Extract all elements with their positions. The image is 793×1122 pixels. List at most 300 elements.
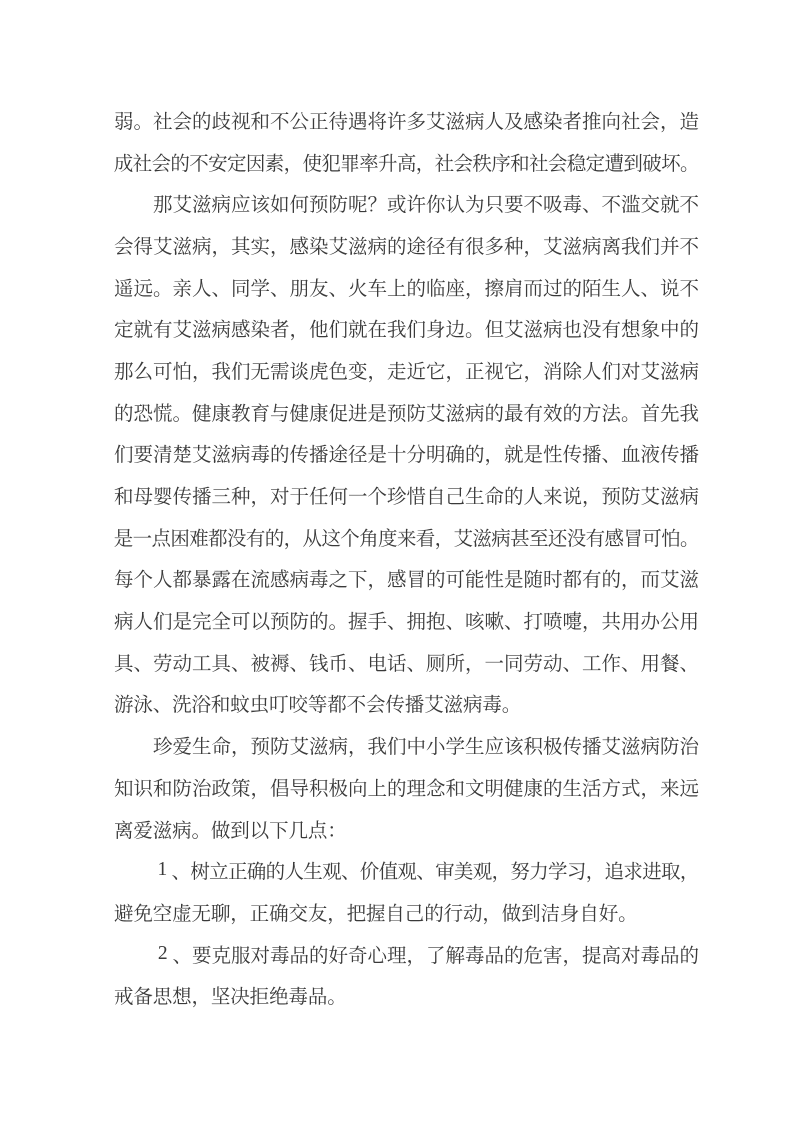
- character: 走: [386, 361, 407, 383]
- character: 一: [484, 653, 504, 675]
- character: 生: [464, 487, 485, 509]
- character: 无: [250, 361, 270, 383]
- character: 小: [425, 737, 446, 759]
- character: 极: [328, 778, 348, 800]
- character: 罪: [340, 153, 360, 175]
- character: 传: [385, 695, 405, 717]
- character: 社: [152, 111, 173, 133]
- character: 使: [302, 153, 322, 175]
- character: 过: [542, 278, 563, 300]
- character: ，: [659, 111, 680, 133]
- character: 很: [464, 236, 485, 258]
- character: 每: [113, 570, 134, 592]
- text-line: [114, 391, 699, 433]
- character: 上: [367, 778, 387, 800]
- character: 不: [679, 236, 699, 258]
- character: 和: [445, 778, 465, 800]
- character: 咳: [464, 612, 485, 634]
- character: 人: [620, 278, 641, 300]
- character: 文: [464, 778, 485, 800]
- character: ，: [640, 778, 660, 800]
- character: 一: [347, 487, 368, 509]
- character: 预: [386, 403, 407, 425]
- character: 滋: [472, 528, 492, 550]
- text-line: [114, 516, 699, 558]
- character: 以: [249, 820, 270, 842]
- character: 对: [620, 361, 641, 383]
- character: 健: [289, 403, 309, 425]
- character: 也: [562, 320, 582, 342]
- character: 随: [523, 570, 543, 592]
- character: 艾: [425, 111, 446, 133]
- character: 艾: [424, 695, 444, 717]
- character: 成: [113, 153, 134, 175]
- text-line: [114, 99, 699, 141]
- character: 、: [562, 653, 582, 675]
- character: 但: [484, 320, 504, 342]
- character: 来: [659, 778, 680, 800]
- character: ，: [562, 945, 582, 967]
- character: ，: [250, 487, 270, 509]
- character: 婴: [152, 487, 173, 509]
- character: 滋: [523, 320, 543, 342]
- character: 、: [581, 195, 602, 217]
- character: 何: [328, 487, 348, 509]
- character: 暴: [191, 570, 212, 592]
- character: 坚: [210, 987, 231, 1009]
- character: 在: [367, 320, 387, 342]
- character: 力: [529, 862, 549, 884]
- character: 消: [542, 361, 563, 383]
- character: 游: [113, 695, 134, 717]
- character: 一: [132, 528, 153, 550]
- character: 品: [659, 945, 680, 967]
- character: 而: [640, 570, 660, 592]
- character: 是: [503, 570, 524, 592]
- character: 有: [445, 236, 465, 258]
- character: 、: [386, 612, 407, 634]
- character: 的: [464, 445, 485, 467]
- character: 高: [396, 153, 417, 175]
- character: 艾: [172, 195, 192, 217]
- character: 的: [264, 528, 285, 550]
- character: 工: [191, 653, 212, 675]
- character: 恐: [133, 403, 153, 425]
- character: 病: [491, 528, 511, 550]
- text-line: [114, 974, 699, 1016]
- character: 怕: [172, 361, 192, 383]
- character: 将: [367, 111, 387, 133]
- character: 理: [406, 778, 426, 800]
- character: 无: [191, 903, 212, 925]
- character: 值: [378, 862, 399, 884]
- character: 的: [113, 403, 134, 425]
- character: 促: [328, 403, 348, 425]
- character: 离: [113, 820, 134, 842]
- character: ，: [250, 778, 270, 800]
- text-line: [114, 307, 699, 349]
- character: 己: [404, 903, 425, 925]
- character: 喷: [542, 612, 563, 634]
- character: 、: [230, 653, 251, 675]
- character: 不: [679, 278, 699, 300]
- character: 人: [284, 862, 304, 884]
- character: 我: [679, 403, 699, 425]
- character: 惜: [406, 487, 426, 509]
- character: 。: [501, 695, 522, 717]
- character: 就: [503, 445, 524, 467]
- character: 序: [491, 153, 511, 175]
- character: 首: [640, 403, 660, 425]
- character: 克: [211, 945, 231, 967]
- character: 擦: [484, 278, 504, 300]
- character: 车: [367, 278, 387, 300]
- text-line: [114, 474, 699, 516]
- character: 艾: [503, 320, 524, 342]
- character: 滋: [679, 570, 699, 592]
- character: ，: [367, 570, 387, 592]
- character: 用: [620, 612, 641, 634]
- character: 和: [152, 778, 173, 800]
- character: 拥: [406, 612, 426, 634]
- character: 困: [170, 528, 190, 550]
- text-line: [114, 641, 699, 683]
- paragraph: [114, 724, 699, 849]
- character: 交: [288, 903, 308, 925]
- character: 滋: [659, 361, 680, 383]
- character: 病: [581, 236, 602, 258]
- character: 康: [211, 403, 231, 425]
- character: 其: [230, 236, 251, 258]
- character: 浴: [191, 695, 212, 717]
- character: 审: [435, 862, 455, 884]
- character: 没: [226, 528, 247, 550]
- character: 病: [464, 403, 485, 425]
- character: 感: [523, 111, 543, 133]
- character: ，: [211, 236, 231, 258]
- character: 病: [191, 236, 212, 258]
- character: 在: [230, 570, 251, 592]
- character: 动: [542, 653, 563, 675]
- character: ，: [523, 361, 543, 383]
- character: 艾: [453, 528, 473, 550]
- character: 我: [367, 737, 387, 759]
- character: 滋: [347, 236, 368, 258]
- character: 识: [133, 778, 153, 800]
- character: 滋: [308, 737, 329, 759]
- character: ，: [464, 653, 485, 675]
- character: 效: [542, 403, 563, 425]
- text-line: [114, 224, 699, 266]
- character: 毒: [562, 195, 582, 217]
- character: 自: [425, 487, 446, 509]
- character: 学: [548, 862, 568, 884]
- character: 钱: [308, 653, 329, 675]
- character: 叮: [269, 695, 289, 717]
- character: 避: [113, 903, 134, 925]
- character: 同: [230, 278, 251, 300]
- character: 向: [347, 778, 368, 800]
- character: 滋: [191, 195, 212, 217]
- character: 厕: [425, 653, 446, 675]
- character: 要: [503, 195, 524, 217]
- character: 健: [191, 403, 212, 425]
- character: 好: [328, 945, 348, 967]
- character: 想: [172, 987, 192, 1009]
- character: 价: [359, 862, 380, 884]
- character: 积: [523, 737, 543, 759]
- character: 待: [328, 111, 348, 133]
- character: 人: [484, 111, 504, 133]
- character: 就: [347, 320, 368, 342]
- character: ，: [230, 903, 250, 925]
- character: 明: [484, 778, 504, 800]
- character: 命: [211, 737, 231, 759]
- character: 它: [425, 361, 446, 383]
- character: 话: [386, 653, 407, 675]
- character: 取: [661, 862, 681, 884]
- character: ，: [406, 945, 426, 967]
- character: 预: [269, 612, 290, 634]
- character: 陌: [581, 278, 602, 300]
- character: 几: [288, 820, 308, 842]
- character: 于: [289, 487, 309, 509]
- character: 珍: [386, 487, 407, 509]
- text-line: [114, 724, 699, 766]
- character: 不: [269, 111, 290, 133]
- character: 办: [640, 612, 660, 634]
- character: ：: [327, 820, 347, 842]
- character: 害: [542, 945, 563, 967]
- character: 和: [210, 695, 231, 717]
- character: 种: [230, 487, 251, 509]
- character: 遭: [604, 153, 624, 175]
- character: 十: [386, 445, 407, 467]
- character: 的: [265, 862, 286, 884]
- character: 观: [322, 862, 342, 884]
- character: 、: [620, 653, 641, 675]
- character: 电: [367, 653, 387, 675]
- character: 政: [211, 778, 231, 800]
- character: 嗽: [484, 612, 504, 634]
- character: 艾: [640, 487, 660, 509]
- character: 预: [601, 487, 621, 509]
- character: 餐: [659, 653, 680, 675]
- character: 会: [640, 111, 660, 133]
- paragraph: [114, 849, 699, 932]
- character: 。: [328, 612, 348, 634]
- character: 还: [547, 528, 568, 550]
- character: 病: [289, 570, 309, 592]
- character: 楚: [172, 445, 192, 467]
- character: 。: [152, 278, 173, 300]
- character: 冒: [623, 528, 643, 550]
- character: 是: [367, 403, 387, 425]
- character: 知: [113, 778, 134, 800]
- character: 的: [269, 445, 290, 467]
- character: 我: [620, 236, 641, 258]
- character: 的: [679, 320, 699, 342]
- character: 遥: [113, 278, 134, 300]
- character: 对: [269, 487, 290, 509]
- character: 绝: [269, 987, 289, 1009]
- character: 造: [679, 111, 699, 133]
- character: 进: [642, 862, 662, 884]
- character: 治: [679, 737, 699, 759]
- character: 法: [601, 403, 621, 425]
- character: 滋: [172, 236, 192, 258]
- character: 播: [679, 445, 699, 467]
- character: 径: [347, 445, 368, 467]
- character: 学: [445, 737, 465, 759]
- character: 珍: [152, 737, 173, 759]
- character: 、: [152, 695, 173, 717]
- character: 艾: [425, 403, 446, 425]
- character: 们: [386, 737, 407, 759]
- character: 艾: [542, 236, 563, 258]
- character: 命: [484, 487, 504, 509]
- character: 正: [308, 111, 329, 133]
- character: 所: [445, 653, 465, 675]
- character: 母: [133, 487, 153, 509]
- character: ，: [415, 153, 436, 175]
- character: ，: [679, 862, 700, 884]
- character: 用: [679, 612, 699, 634]
- character: 呢: [347, 195, 368, 217]
- text-line: [114, 766, 699, 808]
- character: 有: [245, 528, 266, 550]
- character: 们: [152, 612, 173, 634]
- character: 染: [250, 320, 270, 342]
- character: 努: [510, 862, 530, 884]
- character: 正: [464, 361, 485, 383]
- character: 得: [133, 236, 153, 258]
- character: ，: [289, 320, 309, 342]
- character: 。: [191, 820, 212, 842]
- character: 的: [191, 111, 212, 133]
- character: 任: [308, 487, 329, 509]
- character: 己: [445, 487, 465, 509]
- character: 病: [211, 195, 231, 217]
- character: 预: [308, 195, 329, 217]
- character: 美: [453, 862, 474, 884]
- text-block: [114, 99, 699, 1016]
- character: 防: [269, 737, 290, 759]
- character: 艾: [640, 361, 660, 383]
- character: 弱: [113, 111, 134, 133]
- character: 毒: [464, 945, 485, 967]
- text-line: [114, 683, 699, 725]
- character: 感: [386, 570, 407, 592]
- character: 好: [598, 903, 619, 925]
- character: 品: [289, 945, 309, 967]
- character: 滋: [152, 820, 173, 842]
- character: 防: [620, 487, 641, 509]
- character: 是: [367, 445, 387, 467]
- character: 劳: [523, 653, 543, 675]
- character: 要: [191, 945, 212, 967]
- character: 传: [562, 737, 582, 759]
- character: 泳: [133, 695, 153, 717]
- character: 除: [562, 361, 582, 383]
- character: 毒: [640, 945, 660, 967]
- character: 滋: [445, 111, 465, 133]
- character: 。: [679, 528, 700, 550]
- character: 树: [190, 862, 210, 884]
- character: 的: [503, 945, 524, 967]
- character: 具: [211, 653, 231, 675]
- character: 生: [601, 278, 621, 300]
- character: ，: [283, 528, 304, 550]
- character: 远: [133, 278, 153, 300]
- paragraph: [114, 99, 699, 182]
- character: 劳: [152, 653, 173, 675]
- character: ，: [484, 445, 504, 467]
- character: 它: [503, 361, 524, 383]
- character: 么: [133, 361, 153, 383]
- character: 做: [501, 903, 522, 925]
- character: 危: [523, 945, 543, 967]
- text-line: [114, 141, 699, 183]
- character: 同: [503, 653, 524, 675]
- character: 说: [562, 487, 582, 509]
- character: 们: [601, 361, 621, 383]
- character: 。: [464, 320, 485, 342]
- character: 完: [191, 612, 212, 634]
- character: ，: [230, 737, 251, 759]
- character: 教: [230, 403, 251, 425]
- character: 身: [559, 903, 580, 925]
- character: 、: [601, 445, 621, 467]
- character: 时: [542, 570, 563, 592]
- character: 导: [289, 778, 309, 800]
- character: 三: [211, 487, 231, 509]
- character: 行: [443, 903, 464, 925]
- character: 做: [210, 820, 231, 842]
- character: 积: [308, 778, 329, 800]
- character: 。: [620, 403, 641, 425]
- character: 下: [347, 570, 368, 592]
- text-line: [114, 808, 699, 850]
- character: 歧: [211, 111, 231, 133]
- character: 式: [620, 778, 641, 800]
- character: 的: [562, 403, 582, 425]
- character: 病: [113, 612, 134, 634]
- character: 我: [211, 361, 231, 383]
- character: 毒: [269, 945, 290, 967]
- character: 并: [659, 236, 680, 258]
- character: 防: [328, 195, 348, 217]
- character: 那: [113, 361, 134, 383]
- character: 。: [327, 987, 347, 1009]
- character: 友: [308, 278, 329, 300]
- character: ，: [434, 528, 455, 550]
- character: 和: [113, 487, 134, 509]
- character: 洗: [172, 695, 192, 717]
- character: 者: [269, 320, 290, 342]
- character: 许: [386, 111, 407, 133]
- character: 、: [503, 612, 524, 634]
- character: 币: [328, 653, 348, 675]
- character: 防: [289, 612, 309, 634]
- character: 到: [623, 153, 643, 175]
- text-line: [114, 599, 699, 641]
- character: 习: [566, 862, 587, 884]
- character: 会: [113, 236, 134, 258]
- character: 应: [484, 737, 504, 759]
- character: 不: [601, 195, 621, 217]
- character: 座: [445, 278, 465, 300]
